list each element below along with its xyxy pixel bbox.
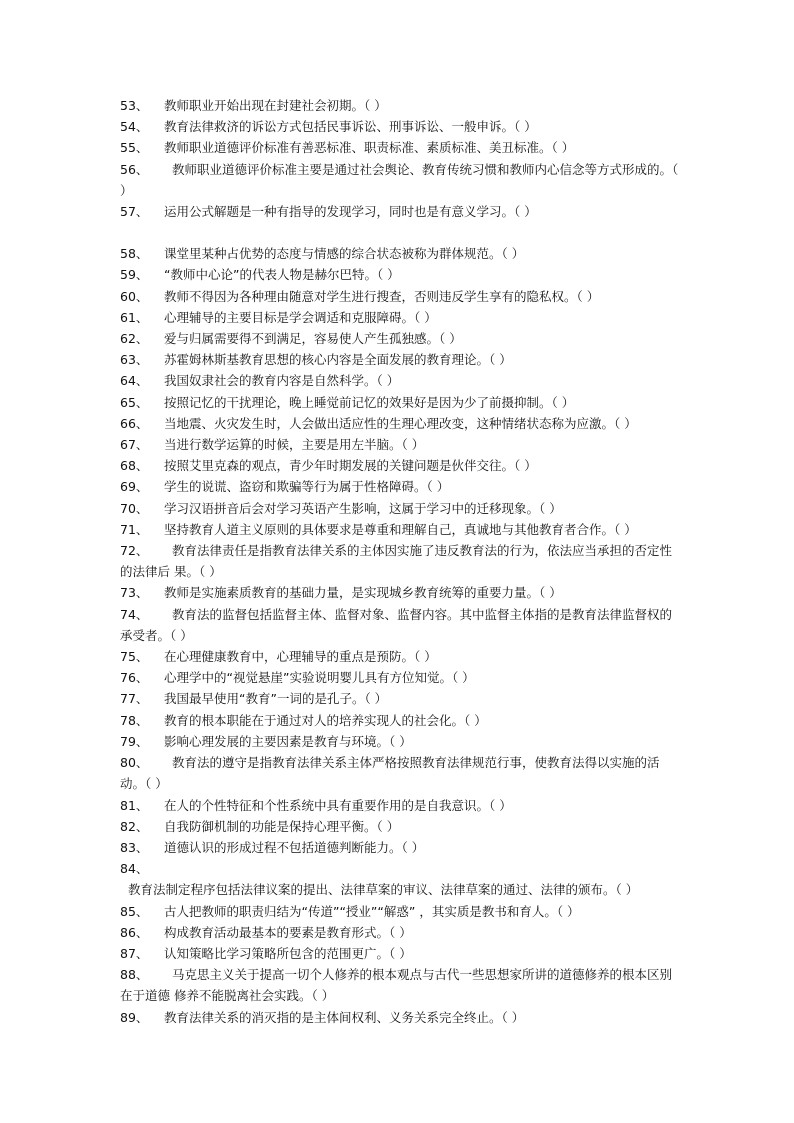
question-text: 课堂里某种占优势的态度与情感的综合状态被称为群体规范。（ ） xyxy=(164,246,525,262)
question-62 xyxy=(120,328,680,349)
question-text: 道德认识的形成过程不包括道德判断能力。（ ） xyxy=(164,839,425,855)
question-text: 按照记忆的干扰理论，晚上睡觉前记忆的效果好是因为少了前摄抑制。（ ） xyxy=(164,394,575,410)
question-text: 影响心理发展的主要因素是教育与环境。（ ） xyxy=(164,733,412,749)
question-56 xyxy=(120,159,680,201)
question-text: “教师中心论”的代表人物是赫尔巴特。（ ） xyxy=(164,267,400,283)
question-text: 心理学中的“视觉悬崖”实验说明婴儿具有方位知觉。（ ） xyxy=(164,670,475,686)
question-70 xyxy=(120,498,680,519)
question-number: 79、 xyxy=(120,733,149,749)
question-text: 教育法律责任是指教育法律关系的主体因实施了违反教育法的行为，依法应当承担的否定性的法律后 果。（ ） xyxy=(120,543,673,580)
question-number: 58、 xyxy=(120,246,149,262)
question-text: 坚持教育人道主义原则的具体要求是尊重和理解自己，真诚地与其他教育者合作。（ ） xyxy=(164,521,637,537)
question-number: 53、 xyxy=(120,98,149,113)
question-text: 教师是实施素质教育的基础力量，是实现城乡教育统筹的重要力量。（ ） xyxy=(164,585,562,601)
question-text: 自我防御机制的功能是保持心理平衡。（ ） xyxy=(164,818,400,834)
question-79 xyxy=(120,731,680,752)
question-53 xyxy=(120,95,680,116)
question-number: 65、 xyxy=(120,394,149,410)
question-number: 71、 xyxy=(120,521,149,537)
question-60 xyxy=(120,286,680,307)
question-text: 马克思主义关于提高一切个人修养的根本观点与古代一些思想家所讲的道德修养的根本区别在于道德 修养不能脱离社会实践。（ ） xyxy=(120,967,673,1004)
question-82 xyxy=(120,816,680,837)
question-74 xyxy=(120,604,680,646)
question-number: 88、 xyxy=(120,967,149,983)
question-number: 77、 xyxy=(120,691,149,707)
question-text: 教育法律关系的消灭指的是主体间权利、义务关系完全终止。（ ） xyxy=(164,1009,525,1025)
question-66 xyxy=(120,413,680,434)
question-number: 80、 xyxy=(120,755,149,771)
question-number: 61、 xyxy=(120,309,149,325)
question-number: 84、 xyxy=(120,861,149,877)
question-text: 教育法律救济的诉讼方式包括民事诉讼、刑事诉讼、一般申诉。（ ） xyxy=(164,119,537,135)
question-57 xyxy=(120,201,680,222)
question-77 xyxy=(120,688,680,709)
question-number: 75、 xyxy=(120,649,149,665)
question-63 xyxy=(120,349,680,370)
question-text: 当地震、火灾发生时，人会做出适应性的生理心理改变，这种情绪状态称为应激。（ ） xyxy=(164,415,637,431)
question-text: 教师不得因为各种理由随意对学生进行搜查，否则违反学生享有的隐私权。（ ） xyxy=(164,288,600,304)
question-69 xyxy=(120,476,680,497)
question-number: 59、 xyxy=(120,267,149,283)
question-number: 73、 xyxy=(120,585,149,601)
question-68 xyxy=(120,455,680,476)
question-text: 教育的根本职能在于通过对人的培养实现人的社会化。（ ） xyxy=(164,712,487,728)
question-59 xyxy=(120,264,680,285)
question-text: 教育法制定程序包括法律议案的提出、法律草案的审议、法律草案的通过、法律的颁布。（ ） xyxy=(128,882,639,898)
question-text: 教育法的监督包括监督主体、监督对象、监督内容。其中监督主体指的是教育法律监督权的承受者。（ ） xyxy=(120,606,673,643)
question-87 xyxy=(120,943,680,964)
question-76 xyxy=(120,667,680,688)
question-list xyxy=(120,95,680,1028)
question-75 xyxy=(120,646,680,667)
question-text: 运用公式解题是一种有指导的发现学习，同时也是有意义学习。（ ） xyxy=(164,204,537,220)
question-55 xyxy=(120,137,680,158)
question-58 xyxy=(120,243,680,264)
question-65 xyxy=(120,392,680,413)
question-78 xyxy=(120,710,680,731)
question-number: 86、 xyxy=(120,924,149,940)
question-number: 56、 xyxy=(120,161,149,177)
question-text: 古人把教师的职责归结为“传道”“授业”“解惑” ，其实质是教书和育人。（ ） xyxy=(164,903,580,919)
question-text: 认知策略比学习策略所包含的范围更广。（ ） xyxy=(164,945,412,961)
question-73 xyxy=(120,582,680,603)
question-text: 教师职业开始出现在封建社会初期。（ ） xyxy=(164,98,387,113)
question-number: 74、 xyxy=(120,606,149,622)
question-text: 我国最早使用“教育”一词的是孔子。（ ） xyxy=(164,691,388,707)
question-number: 63、 xyxy=(120,352,149,368)
question-72 xyxy=(120,540,680,582)
question-number: 76、 xyxy=(120,670,149,686)
question-text: 苏霍姆林斯基教育思想的核心内容是全面发展的教育理论。（ ） xyxy=(164,352,512,368)
question-text: 当进行数学运算的时候，主要是用左半脑。（ ） xyxy=(164,437,425,453)
question-number: 55、 xyxy=(120,140,149,156)
question-number: 72、 xyxy=(120,543,149,559)
question-number: 64、 xyxy=(120,373,149,389)
question-text: 学生的说谎、盗窃和欺骗等行为属于性格障碍。（ ） xyxy=(164,479,450,495)
question-67 xyxy=(120,434,680,455)
question-text: 按照艾里克森的观点，青少年时期发展的关键问题是伙伴交往。（ ） xyxy=(164,458,537,474)
question-61 xyxy=(120,307,680,328)
question-54 xyxy=(120,116,680,137)
question-86 xyxy=(120,922,680,943)
question-84 xyxy=(120,858,680,900)
question-text: 学习汉语拼音后会对学习英语产生影响，这属于学习中的迁移现象。（ ） xyxy=(164,500,562,516)
question-number: 67、 xyxy=(120,437,149,453)
question-text: 教育法的遵守是指教育法律关系主体严格按照教育法律规范行事，使教育法得以实施的活动。（ ） xyxy=(120,755,660,792)
question-text: 教师职业道德评价标准有善恶标准、职责标准、素质标准、美丑标准。（ ） xyxy=(164,140,575,156)
question-text: 心理辅导的主要目标是学会调适和克服障碍。（ ） xyxy=(164,309,437,325)
question-number: 70、 xyxy=(120,500,149,516)
question-text: 教师职业道德评价标准主要是通过社会舆论、教育传统习惯和教师内心信念等方式形成的。（ ） xyxy=(120,161,679,198)
question-number: 78、 xyxy=(120,712,149,728)
question-89 xyxy=(120,1007,680,1028)
question-number: 89、 xyxy=(120,1009,149,1025)
question-number: 81、 xyxy=(120,797,149,813)
question-number: 60、 xyxy=(120,288,149,304)
question-number: 68、 xyxy=(120,458,149,474)
question-number: 66、 xyxy=(120,415,149,431)
question-80 xyxy=(120,752,680,794)
question-text: 构成教育活动最基本的要素是教育形式。（ ） xyxy=(164,924,412,940)
blank-line xyxy=(120,222,680,243)
question-number: 82、 xyxy=(120,818,149,834)
question-85 xyxy=(120,901,680,922)
question-number: 57、 xyxy=(120,204,149,220)
question-64 xyxy=(120,370,680,391)
question-81 xyxy=(120,795,680,816)
question-number: 87、 xyxy=(120,945,149,961)
question-number: 54、 xyxy=(120,119,149,135)
question-88 xyxy=(120,964,680,1006)
question-number: 62、 xyxy=(120,331,149,347)
question-71 xyxy=(120,519,680,540)
question-text: 在心理健康教育中，心理辅导的重点是预防。（ ） xyxy=(164,649,437,665)
question-number: 69、 xyxy=(120,479,149,495)
question-83 xyxy=(120,837,680,858)
question-text: 爱与归属需要得不到满足，容易使人产生孤独感。（ ） xyxy=(164,331,462,347)
question-number: 83、 xyxy=(120,839,149,855)
question-text: 在人的个性特征和个性系统中具有重要作用的是自我意识。（ ） xyxy=(164,797,512,813)
question-number: 85、 xyxy=(120,903,149,919)
question-text: 我国奴隶社会的教育内容是自然科学。（ ） xyxy=(164,373,400,389)
